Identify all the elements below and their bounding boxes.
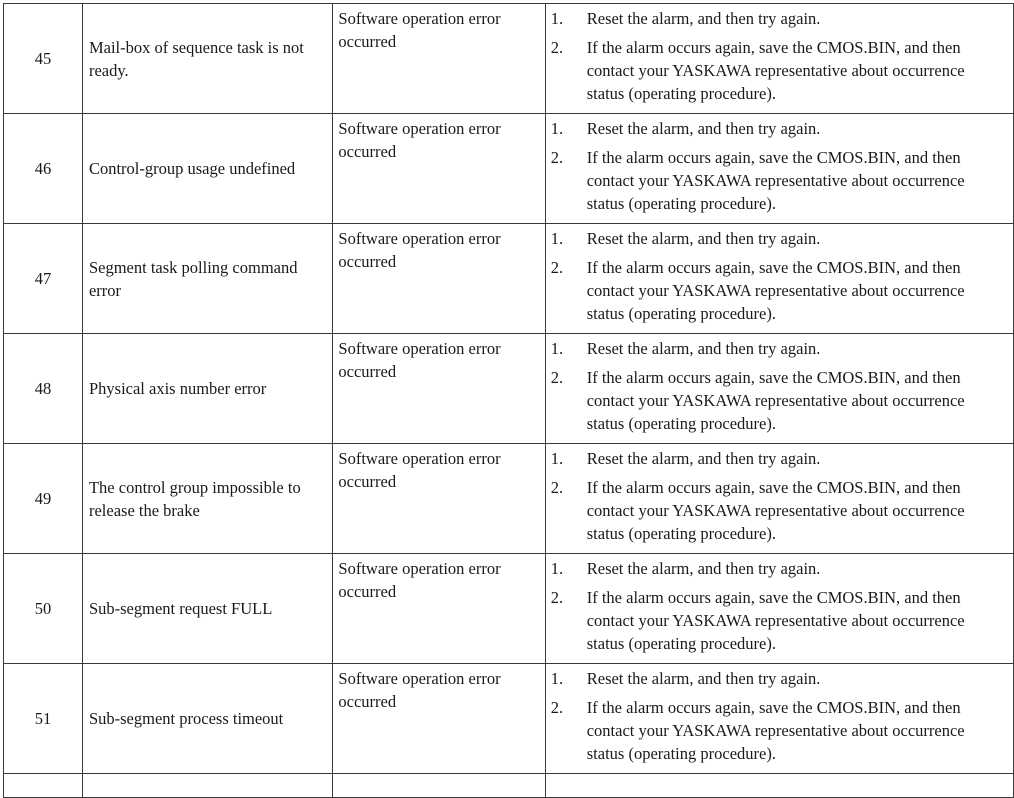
alarm-cause: Software operation error occurred (333, 334, 545, 444)
remedy-step-text: Reset the alarm, and then try again. (586, 9, 821, 28)
remedy-step-number: 2. (550, 148, 564, 167)
remedy-step-number: 2. (550, 478, 564, 497)
table-row (4, 334, 1014, 444)
remedy-step (551, 337, 1005, 360)
alarm-meaning: Segment task polling command error (82, 224, 332, 334)
alarm-number: 49 (4, 444, 83, 554)
alarm-meaning: Sub-segment request FULL (82, 554, 332, 664)
remedy-step-text: Reset the alarm, and then try again. (586, 339, 821, 358)
remedy-step-number: 1. (550, 119, 564, 138)
remedy-step-text: Reset the alarm, and then try again. (586, 229, 821, 248)
alarm-meaning (82, 774, 332, 798)
alarm-cause: Software operation error occurred (333, 664, 545, 774)
alarm-remedy (545, 664, 1013, 774)
alarm-cause: Software operation error occurred (333, 114, 545, 224)
table-row (4, 114, 1014, 224)
alarm-number: 51 (4, 664, 83, 774)
remedy-step-number: 1. (550, 669, 564, 688)
remedy-step-text: If the alarm occurs again, save the CMOS.BIN, and then contact your YASKAWA representative about occurrence status (operating procedure). (586, 258, 965, 323)
remedy-step (551, 227, 1005, 250)
remedy-step (551, 476, 1005, 545)
remedy-step (551, 366, 1005, 435)
remedy-step (551, 557, 1005, 580)
alarm-number: 48 (4, 334, 83, 444)
alarm-cause: Software operation error occurred (333, 444, 545, 554)
alarm-meaning: Physical axis number error (82, 334, 332, 444)
alarm-meaning: Mail-box of sequence task is not ready. (82, 4, 332, 114)
remedy-step-text: Reset the alarm, and then try again. (586, 449, 821, 468)
table-row-partial (4, 774, 1014, 798)
alarm-meaning: The control group impossible to release the brake (82, 444, 332, 554)
alarm-remedy (545, 774, 1013, 798)
alarm-remedy (545, 4, 1013, 114)
remedy-step-text: If the alarm occurs again, save the CMOS.BIN, and then contact your YASKAWA representative about occurrence status (operating procedure). (586, 148, 965, 213)
remedy-step-number: 1. (550, 449, 564, 468)
remedy-step-text: If the alarm occurs again, save the CMOS.BIN, and then contact your YASKAWA representative about occurrence status (operating procedure). (586, 368, 965, 433)
table-row (4, 4, 1014, 114)
remedy-step (551, 667, 1005, 690)
alarm-number (4, 774, 83, 798)
alarm-number: 46 (4, 114, 83, 224)
remedy-step (551, 696, 1005, 765)
remedy-step-text: Reset the alarm, and then try again. (586, 559, 821, 578)
remedy-step-number: 1. (550, 559, 564, 578)
remedy-step-text: Reset the alarm, and then try again. (586, 669, 821, 688)
alarm-meaning: Control-group usage undefined (82, 114, 332, 224)
table-row (4, 444, 1014, 554)
remedy-step (551, 117, 1005, 140)
alarm-number: 47 (4, 224, 83, 334)
alarm-cause: Software operation error occurred (333, 4, 545, 114)
remedy-step (551, 256, 1005, 325)
remedy-step (551, 146, 1005, 215)
alarm-remedy (545, 114, 1013, 224)
alarm-number: 50 (4, 554, 83, 664)
alarm-cause: Software operation error occurred (333, 554, 545, 664)
remedy-step (551, 586, 1005, 655)
alarm-cause (333, 774, 545, 798)
remedy-step-number: 1. (550, 9, 564, 28)
remedy-step-text: If the alarm occurs again, save the CMOS.BIN, and then contact your YASKAWA representative about occurrence status (operating procedure). (586, 698, 965, 763)
remedy-step-text: If the alarm occurs again, save the CMOS.BIN, and then contact your YASKAWA representative about occurrence status (operating procedure). (586, 588, 965, 653)
alarm-meaning: Sub-segment process timeout (82, 664, 332, 774)
alarm-table-body (4, 4, 1014, 798)
remedy-step-number: 2. (550, 258, 564, 277)
remedy-step-number: 1. (550, 229, 564, 248)
alarm-remedy (545, 444, 1013, 554)
alarm-cause: Software operation error occurred (333, 224, 545, 334)
remedy-step (551, 447, 1005, 470)
alarm-remedy (545, 224, 1013, 334)
table-row (4, 224, 1014, 334)
alarm-number: 45 (4, 4, 83, 114)
remedy-step-text: If the alarm occurs again, save the CMOS.BIN, and then contact your YASKAWA representative about occurrence status (operating procedure). (586, 38, 965, 103)
remedy-step (551, 7, 1005, 30)
remedy-step-number: 2. (550, 38, 564, 57)
remedy-step-number: 1. (550, 339, 564, 358)
remedy-step (551, 36, 1005, 105)
alarm-remedy (545, 554, 1013, 664)
remedy-step-number: 2. (550, 368, 564, 387)
remedy-step-text: If the alarm occurs again, save the CMOS.BIN, and then contact your YASKAWA representative about occurrence status (operating procedure). (586, 478, 965, 543)
alarm-table (3, 3, 1014, 798)
remedy-step-number: 2. (550, 588, 564, 607)
alarm-remedy (545, 334, 1013, 444)
table-row (4, 554, 1014, 664)
remedy-step-number: 2. (550, 698, 564, 717)
remedy-step-text: Reset the alarm, and then try again. (586, 119, 821, 138)
table-row (4, 664, 1014, 774)
